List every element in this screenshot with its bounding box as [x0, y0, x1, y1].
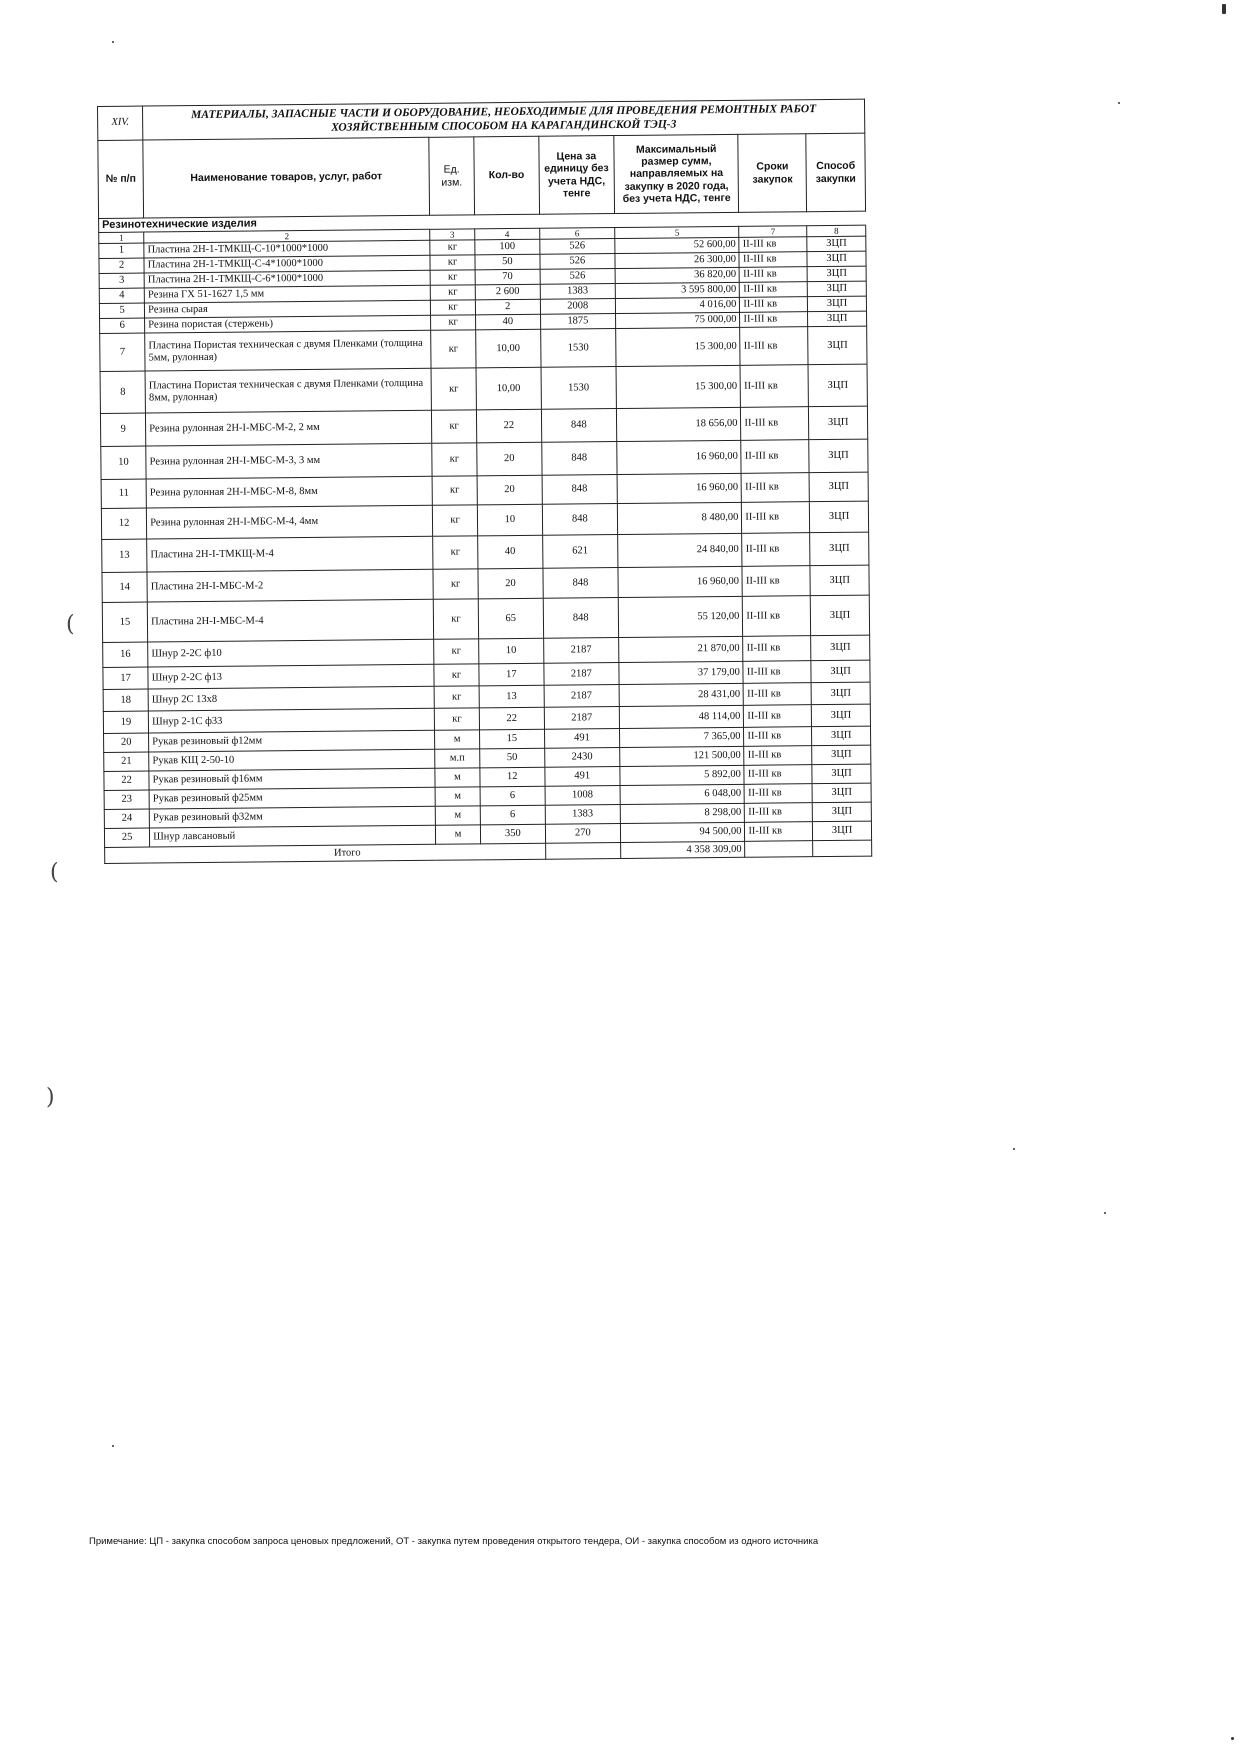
cell-price: 1875: [540, 314, 616, 330]
cell-name: Шнур 2-2С ф10: [148, 640, 434, 668]
column-index: 3: [430, 229, 475, 241]
cell-price: 1530: [540, 329, 616, 368]
cell-no: 25: [104, 828, 149, 847]
cell-unit: кг: [430, 300, 475, 315]
header-price: Цена за единицу без учета НДС, тенге: [538, 136, 614, 215]
cell-no: 5: [99, 303, 144, 318]
cell-period: II-III кв: [743, 661, 811, 684]
cell-method: ЗЦП: [812, 802, 871, 822]
cell-price: 848: [542, 475, 618, 505]
header-sum: Максимальный размер сумм, направляемых на закупку в 2020 года, без учета НДС, тенге: [614, 134, 739, 213]
cell-price: 848: [542, 504, 618, 536]
cell-sum: 48 114,00: [619, 706, 743, 729]
cell-name: Пластина 2Н-I-ТМКЩ-М-4: [147, 537, 433, 573]
cell-qty: 22: [479, 708, 544, 731]
cell-unit: кг: [434, 639, 479, 664]
cell-price: 1530: [541, 367, 617, 410]
cell-unit: кг: [433, 569, 478, 599]
cell-price: 2187: [544, 685, 620, 708]
cell-qty: 6: [480, 806, 545, 826]
cell-period: II-III кв: [745, 803, 813, 823]
cell-unit: кг: [431, 368, 477, 410]
cell-name: Шнур лавсановый: [150, 826, 436, 848]
cell-method: ЗЦП: [811, 635, 870, 661]
cell-period: II-III кв: [740, 297, 808, 313]
procurement-table: [97, 99, 872, 865]
cell-no: 2: [99, 258, 144, 273]
cell-method: ЗЦП: [808, 364, 867, 407]
cell-name: Резина сырая: [145, 301, 431, 319]
cell-name: Рукав резиновый ф32мм: [149, 807, 435, 829]
cell-no: 23: [104, 790, 149, 809]
cell-no: 20: [104, 733, 149, 752]
cell-unit: кг: [431, 410, 476, 443]
cell-period: II-III кв: [742, 533, 810, 567]
cell-name: Шнур 2-2С ф13: [148, 665, 434, 690]
cell-unit: кг: [434, 686, 479, 708]
cell-no: 22: [104, 771, 149, 790]
cell-price: 526: [539, 239, 615, 255]
cell-sum: 75 000,00: [616, 313, 740, 329]
cell-qty: 13: [479, 686, 544, 709]
cell-period: II-III кв: [745, 822, 813, 842]
cell-qty: 40: [476, 315, 541, 331]
cell-sum: 121 500,00: [620, 747, 744, 767]
cell-no: 9: [100, 413, 145, 446]
cell-name: Пластина 2Н-I-МБС-М-2: [147, 570, 433, 603]
cell-unit: кг: [432, 443, 477, 476]
cell-qty: 40: [478, 536, 543, 570]
cell-qty: 20: [477, 476, 542, 506]
cell-no: 14: [102, 572, 147, 602]
cell-sum: 16 960,00: [617, 441, 742, 475]
cell-period: II-III кв: [744, 746, 812, 766]
column-index: 7: [739, 226, 807, 238]
cell-no: 10: [101, 446, 146, 479]
procurement-table-sheet: [97, 99, 872, 865]
cell-no: 3: [99, 273, 144, 288]
cell-period: II-III кв: [741, 473, 809, 503]
cell-name: Резина ГХ 51-1627 1,5 мм: [144, 286, 430, 304]
cell-no: 18: [103, 689, 148, 711]
cell-unit: кг: [430, 240, 475, 255]
cell-method: ЗЦП: [810, 595, 869, 636]
cell-name: Пластина 2Н-1-ТМКЩ-С-10*1000*1000: [144, 241, 430, 259]
cell-period: II-III кв: [742, 566, 810, 597]
cell-qty: 22: [477, 410, 542, 444]
cell-period: II-III кв: [739, 252, 807, 268]
cell-price: 270: [545, 824, 621, 844]
cell-period: II-III кв: [743, 636, 811, 662]
cell-no: 1: [99, 243, 144, 258]
total-label: Итого: [150, 844, 545, 864]
cell-method: ЗЦП: [808, 326, 867, 365]
cell-unit: кг: [432, 476, 477, 505]
cell-no: 24: [104, 809, 149, 828]
cell-period: II-III кв: [743, 683, 811, 706]
cell-sum: 5 892,00: [620, 766, 744, 786]
cell-unit: м: [435, 806, 480, 825]
cell-period: II-III кв: [741, 440, 809, 474]
cell-method: ЗЦП: [809, 472, 868, 502]
cell-unit: кг: [430, 315, 475, 330]
cell-qty: 2 600: [475, 285, 540, 301]
cell-sum: 94 500,00: [621, 823, 745, 843]
cell-sum: 3 595 800,00: [615, 283, 739, 299]
cell-name: Пластина Пористая техническая с двумя Пленками (толщина 5мм, рулонная): [145, 331, 431, 372]
cell-no: 8: [100, 371, 146, 413]
cell-sum: 55 120,00: [618, 597, 743, 638]
cell-qty: 70: [475, 270, 540, 286]
cell-period: II-III кв: [740, 282, 808, 298]
cell-qty: 20: [478, 569, 543, 600]
cell-name: Пластина 2Н-1-ТМКЩ-С-4*1000*1000: [144, 256, 430, 274]
cell-unit: кг: [433, 536, 478, 569]
cell-sum: 16 960,00: [618, 567, 743, 598]
cell-price: 848: [541, 409, 617, 443]
cell-price: 1008: [545, 786, 621, 806]
cell-no: 4: [99, 288, 144, 303]
header-unit: Ед. изм.: [429, 137, 475, 215]
cell-name: Пластина 2Н-1-ТМКЩ-С-6*1000*1000: [144, 271, 430, 289]
cell-method: ЗЦП: [810, 565, 869, 596]
cell-method: ЗЦП: [809, 406, 868, 440]
cell-unit: кг: [434, 708, 479, 730]
cell-price: 526: [539, 254, 615, 270]
cell-period: II-III кв: [744, 727, 812, 747]
group-title: Резинотехнические изделия: [99, 211, 866, 232]
header-period: Сроки закупок: [738, 134, 807, 213]
cell-price: 2187: [543, 663, 619, 686]
table-row: [100, 364, 867, 413]
column-index: 5: [615, 226, 739, 239]
cell-unit: кг: [433, 599, 479, 639]
cell-method: ЗЦП: [813, 821, 872, 841]
scan-mark: (: [66, 612, 75, 637]
header-method: Способ закупки: [806, 133, 866, 212]
cell-name: Рукав резиновый ф25мм: [149, 788, 435, 810]
cell-price: 491: [544, 767, 620, 787]
cell-unit: кг: [430, 285, 475, 300]
cell-sum: 6 048,00: [620, 785, 744, 805]
cell-sum: 16 960,00: [617, 474, 742, 504]
cell-qty: 2: [476, 300, 541, 316]
cell-no: 15: [102, 602, 148, 642]
cell-price: 2430: [544, 748, 620, 768]
cell-price: 848: [542, 568, 618, 599]
cell-qty: 10,00: [476, 330, 541, 369]
cell-method: ЗЦП: [808, 296, 867, 312]
cell-price: 2187: [544, 707, 620, 730]
cell-unit: м: [435, 825, 480, 844]
cell-sum: 4 016,00: [616, 298, 740, 314]
cell-method: ЗЦП: [812, 726, 871, 746]
cell-no: 13: [102, 539, 147, 572]
cell-name: Резина пористая (стержень): [145, 316, 431, 334]
cell-sum: 7 365,00: [620, 728, 744, 748]
cell-period: II-III кв: [744, 784, 812, 804]
cell-period: II-III кв: [740, 267, 808, 283]
cell-method: ЗЦП: [807, 251, 866, 267]
cell-no: 17: [103, 667, 148, 689]
cell-method: ЗЦП: [810, 501, 869, 533]
scan-mark: (: [50, 860, 59, 885]
cell-period: II-III кв: [741, 407, 809, 441]
column-index: 1: [99, 232, 144, 244]
cell-name: Пластина 2Н-I-МБС-М-4: [147, 600, 433, 643]
cell-method: ЗЦП: [812, 783, 871, 803]
cell-no: 16: [103, 642, 148, 667]
cell-method: ЗЦП: [812, 764, 871, 784]
cell-no: 11: [101, 479, 146, 508]
cell-sum: 21 870,00: [619, 637, 743, 663]
column-index: 6: [539, 228, 615, 240]
cell-unit: м: [435, 768, 480, 787]
cell-name: Пластина Пористая техническая с двумя Пленками (толщина 8мм, рулонная): [145, 369, 431, 414]
cell-name: Рукав КЩ 2-50-10: [149, 750, 435, 772]
cell-name: Шнур 2-1С ф33: [148, 709, 434, 734]
cell-unit: м.п: [435, 749, 480, 768]
footnote: Примечание: ЦП - закупка способом запроса ценовых предложений, ОТ - закупка путем проведения открытого тендера, ОИ - закупка способом из одного источника: [89, 1536, 819, 1547]
cell-qty: 12: [480, 768, 545, 788]
cell-sum: 8 298,00: [620, 804, 744, 824]
cell-price: 1383: [545, 805, 621, 825]
cell-unit: м: [435, 787, 480, 806]
cell-sum: 26 300,00: [615, 253, 739, 269]
cell-price: 2008: [540, 299, 616, 315]
cell-unit: м: [434, 730, 479, 749]
header-no: № п/п: [98, 140, 144, 218]
cell-qty: 15: [480, 730, 545, 750]
cell-period: II-III кв: [742, 502, 810, 534]
cell-sum: 24 840,00: [618, 534, 743, 568]
cell-no: 6: [100, 318, 145, 333]
cell-no: 12: [101, 508, 146, 539]
cell-period: II-III кв: [744, 705, 812, 728]
cell-qty: 17: [479, 664, 544, 687]
cell-no: 7: [100, 333, 146, 371]
cell-method: ЗЦП: [811, 704, 870, 727]
total-sum: 4 358 309,00: [621, 842, 745, 859]
cell-method: ЗЦП: [807, 236, 866, 252]
cell-price: 2187: [543, 638, 619, 664]
cell-unit: кг: [434, 664, 479, 686]
cell-unit: кг: [432, 505, 477, 536]
cell-sum: 15 300,00: [616, 328, 741, 367]
cell-method: ЗЦП: [810, 532, 869, 566]
column-index: 2: [144, 229, 430, 243]
cell-price: 848: [543, 598, 619, 639]
cell-method: ЗЦП: [807, 281, 866, 297]
cell-unit: кг: [431, 330, 477, 368]
section-number: XIV.: [98, 106, 143, 140]
cell-price: 1383: [540, 284, 616, 300]
cell-qty: 20: [477, 443, 542, 477]
cell-sum: 18 656,00: [617, 408, 742, 442]
cell-no: 19: [103, 711, 148, 733]
cell-sum: 37 179,00: [619, 662, 743, 685]
cell-qty: 350: [481, 825, 546, 845]
cell-no: 21: [104, 752, 149, 771]
cell-method: ЗЦП: [812, 745, 871, 765]
cell-method: ЗЦП: [809, 439, 868, 473]
cell-method: ЗЦП: [808, 311, 867, 327]
column-index: 4: [475, 228, 539, 240]
cell-qty: 10,00: [476, 368, 541, 411]
cell-price: 848: [541, 442, 617, 476]
header-name: Наименование товаров, услуг, работ: [143, 137, 430, 218]
cell-period: II-III кв: [740, 312, 808, 328]
cell-period: II-III кв: [739, 237, 807, 253]
cell-price: 491: [544, 729, 620, 749]
cell-method: ЗЦП: [811, 660, 870, 683]
cell-name: Шнур 2С 13х8: [148, 687, 434, 712]
cell-unit: кг: [430, 270, 475, 285]
column-index: 8: [807, 225, 866, 237]
cell-sum: 8 480,00: [618, 503, 743, 535]
cell-period: II-III кв: [743, 596, 811, 637]
cell-unit: кг: [430, 255, 475, 270]
cell-sum: 52 600,00: [615, 238, 739, 254]
cell-qty: 6: [480, 787, 545, 807]
cell-method: ЗЦП: [807, 266, 866, 282]
section-title: МАТЕРИАЛЫ, ЗАПАСНЫЕ ЧАСТИ И ОБОРУДОВАНИЕ, НЕОБХОДИМЫЕ ДЛЯ ПРОВЕДЕНИЯ РЕМОНТНЫХ РАБОТ ХОЗЯЙСТВЕННЫМ СПОСОБОМ НА КАРАГАНДИНСКОЙ ТЭЦ-3: [143, 99, 865, 140]
cell-qty: 10: [477, 505, 542, 537]
cell-sum: 15 300,00: [616, 366, 741, 409]
cell-period: II-III кв: [740, 327, 808, 366]
cell-sum: 36 820,00: [615, 268, 739, 284]
cell-period: II-III кв: [740, 365, 808, 408]
cell-period: II-III кв: [744, 765, 812, 785]
cell-name: Рукав резиновый ф12мм: [149, 731, 435, 753]
cell-qty: 10: [479, 639, 544, 665]
cell-sum: 28 431,00: [619, 684, 743, 707]
cell-price: 621: [542, 535, 618, 569]
cell-qty: 50: [480, 749, 545, 769]
header-qty: Кол-во: [474, 136, 539, 215]
cell-name: Рукав резиновый ф16мм: [149, 769, 435, 791]
cell-qty: 100: [475, 240, 540, 256]
cell-name: Резина рулонная 2Н-I-МБС-М-2, 2 мм: [146, 411, 432, 447]
cell-name: Резина рулонная 2Н-I-МБС-М-3, 3 мм: [146, 444, 432, 480]
cell-qty: 50: [475, 255, 540, 271]
scan-mark: ): [46, 1085, 55, 1110]
cell-qty: 65: [478, 599, 543, 640]
cell-price: 526: [540, 269, 616, 285]
cell-name: Резина рулонная 2Н-I-МБС-М-4, 4мм: [147, 506, 433, 540]
cell-name: Резина рулонная 2Н-I-МБС-М-8, 8мм: [146, 477, 432, 509]
cell-method: ЗЦП: [811, 682, 870, 705]
